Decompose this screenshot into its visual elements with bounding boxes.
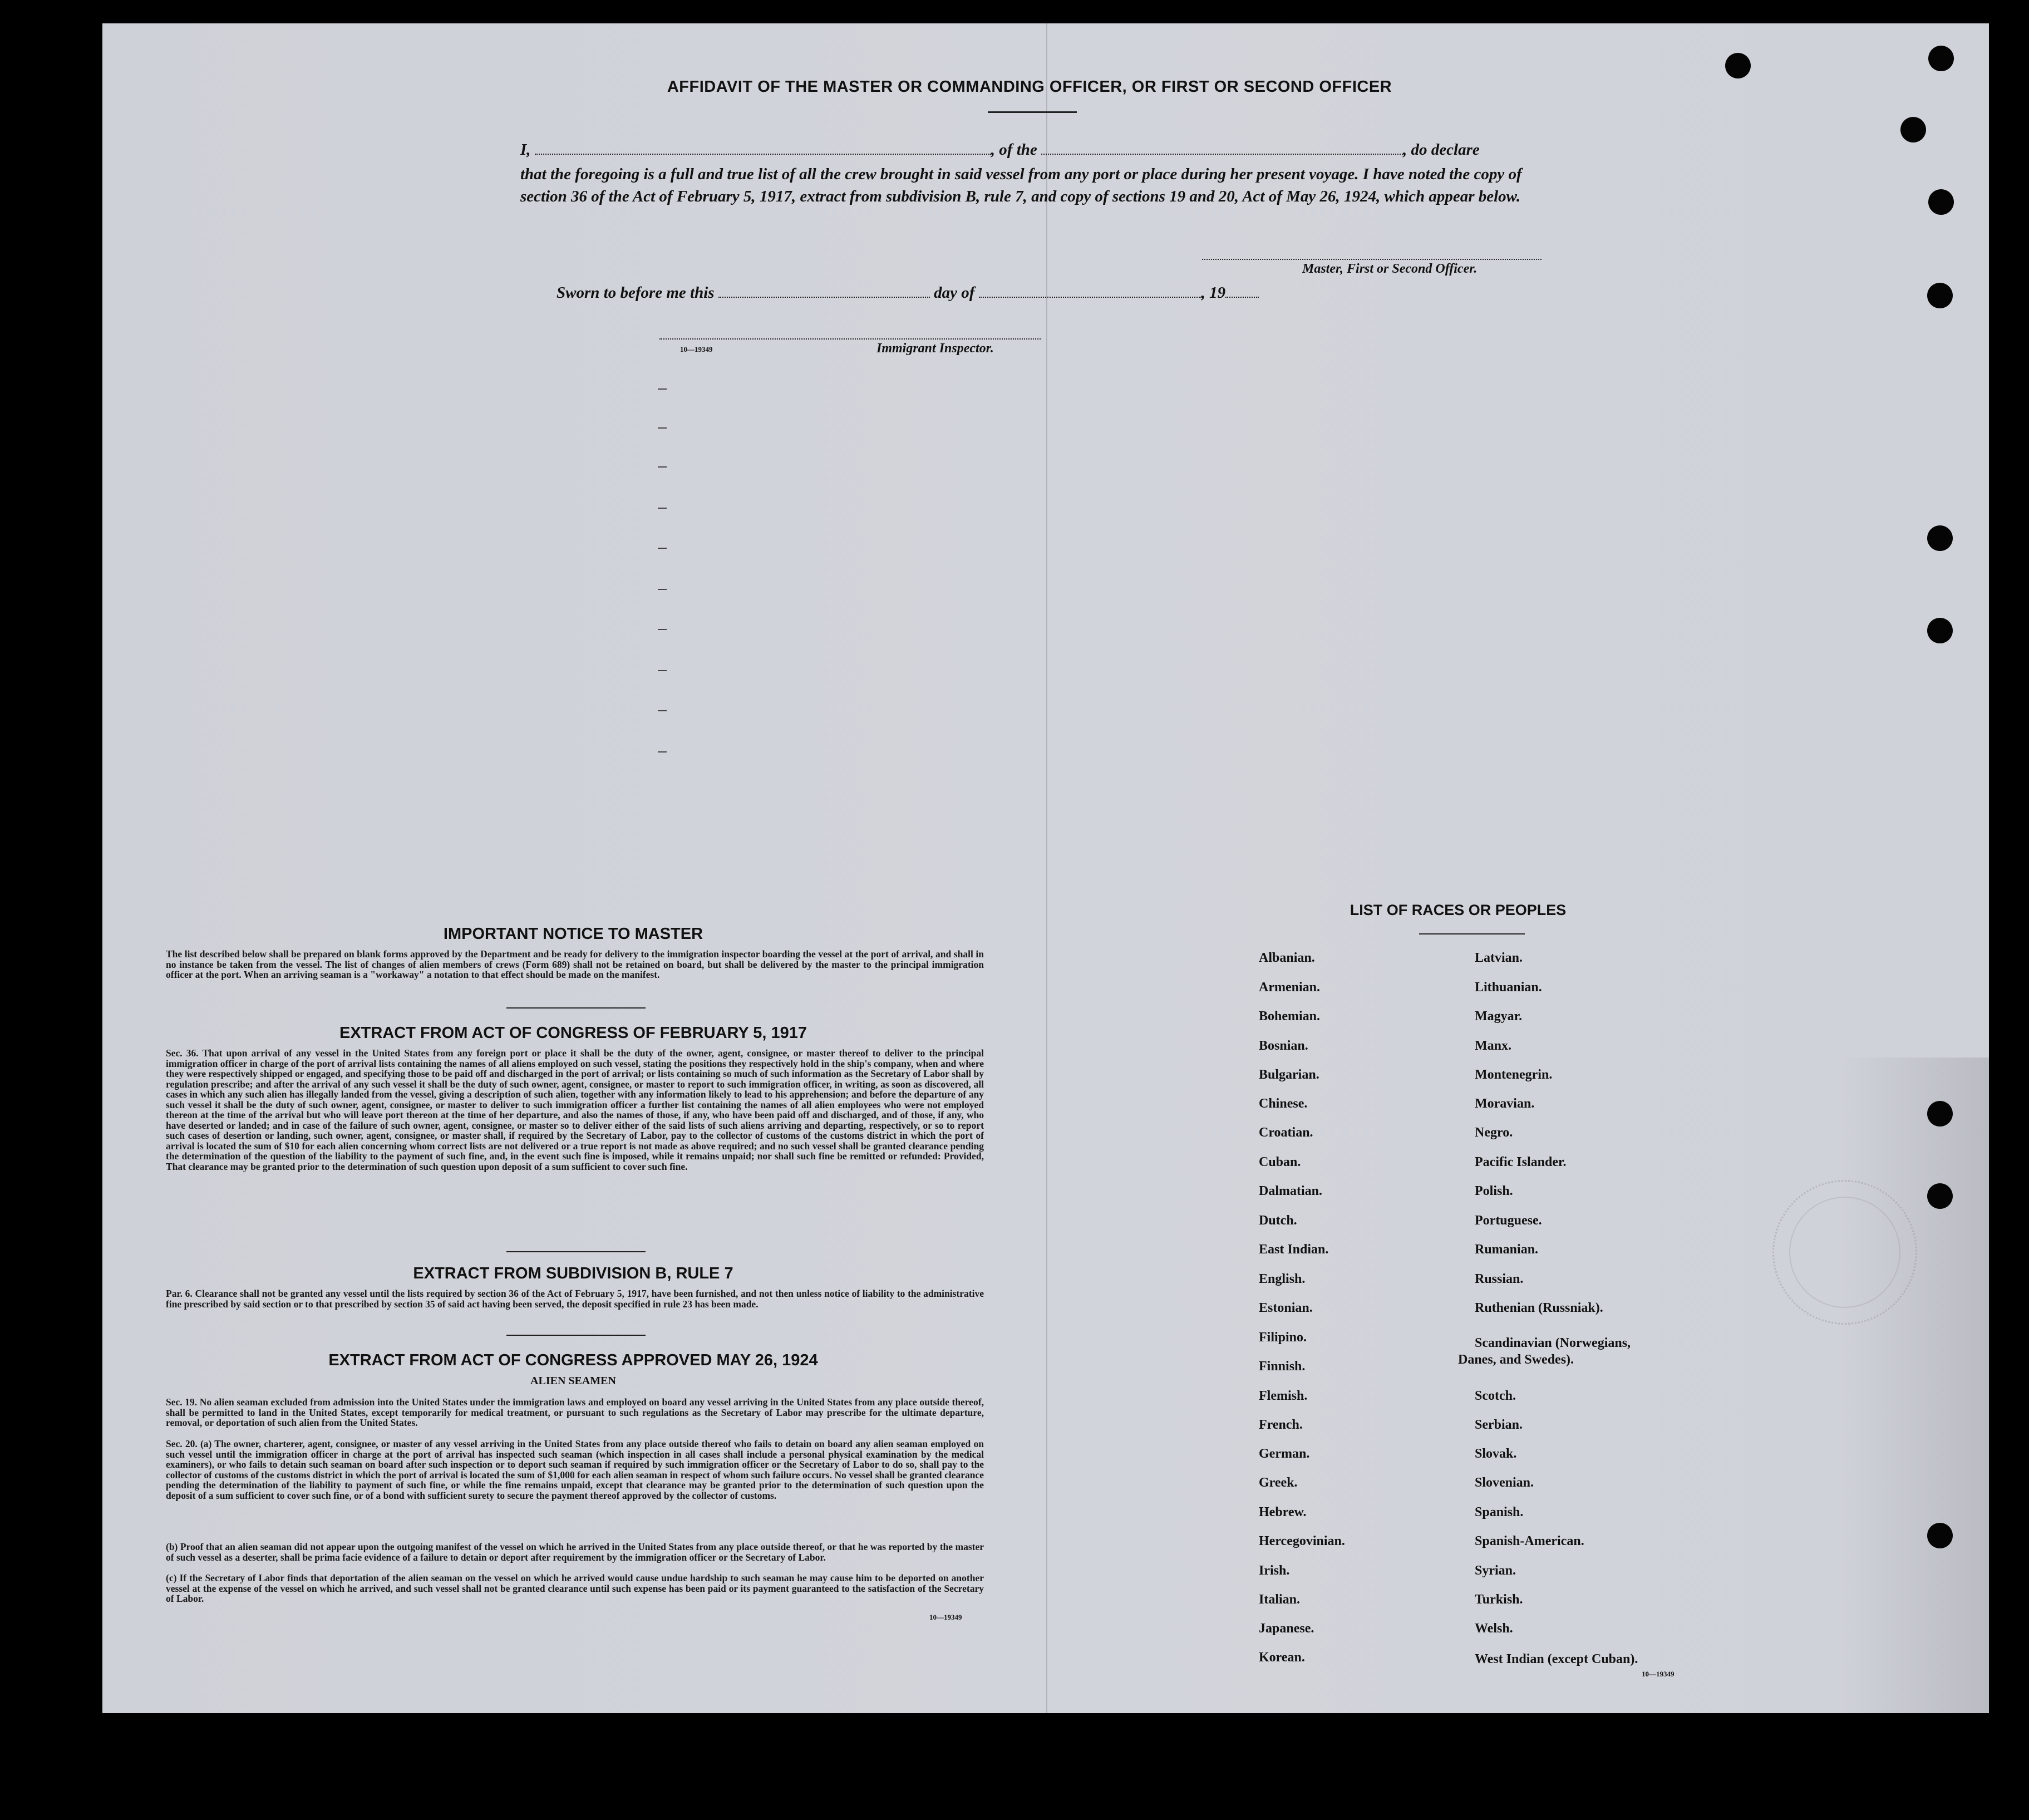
notice-text: The list described below shall be prepared on blank forms approved by the Department and be ready for delivery to the immigration inspector boarding the vessel at the port of arrival, and shall in no instance be taken from the vessel. The list of changes of alien members of crews (Form 689) shall not be retained on board, but shall be delivered by the master to the principal immigration officer at the port. When an arriving seaman is a "workaway" a notation to that effect should be made on the manifest. [166,948,984,980]
race-item: Armenian. [1259,980,1320,995]
race-item: Japanese. [1259,1621,1314,1636]
race-item: Croatian. [1259,1125,1313,1140]
declarant-prefix: I, [520,141,531,159]
margin-tick [658,629,667,630]
race-item: Greek. [1259,1475,1298,1490]
race-item: Korean. [1259,1650,1305,1665]
punch-hole [1900,117,1926,142]
do-declare-text: , do declare [1403,141,1480,159]
margin-tick [658,548,667,549]
races-title-rule [1419,933,1525,934]
margin-tick [658,388,667,390]
name-blank[interactable] [535,142,991,155]
race-item: Scotch. [1475,1389,1516,1403]
race-item: Chinese. [1259,1096,1308,1111]
margin-tick [658,427,667,429]
race-item: Ruthenian (Russniak). [1475,1301,1603,1315]
race-item: Flemish. [1259,1389,1308,1403]
punch-hole [1725,53,1751,78]
extract-1924-title: EXTRACT FROM ACT OF CONGRESS APPROVED MAY 26, 1924 [328,1351,818,1369]
margin-tick [658,466,667,468]
race-item: Danes, and Swedes). [1458,1352,1574,1367]
race-item: East Indian. [1259,1242,1329,1257]
race-item: Slovak. [1475,1447,1517,1461]
race-item: Montenegrin. [1475,1068,1553,1082]
margin-tick [658,670,667,671]
sworn-prefix: Sworn to before me this [557,284,715,302]
race-item: Portuguese. [1475,1213,1542,1228]
extract-rule7-text: Par. 6. Clearance shall not be granted any vessel until the lists required by section 36 of the Act of February 5, 1917, have been furnished, and not then unless notice of liability to the administrative fine prescribed by said section or to that prescribed by section 35 of said act having been served, the deposit specified in rule 23 has been made. [166,1288,984,1310]
race-item: Filipino. [1259,1330,1307,1345]
race-item: Negro. [1475,1125,1513,1140]
day-of-text: day of [934,284,975,302]
sworn-line [557,284,1259,302]
page-fold [1046,23,1047,1713]
extract-1917-text: Sec. 36. That upon arrival of any vessel in the United States from any foreign port or place it shall be the duty of the owner, agent, consignee, or master thereof to deliver to the principal immigration officer in charge of the port of arrival lists containing the names of all aliens employed on such vessel, stating the positions they respectively hold in the ship's company, when and where they were respectively shipped or engaged, and specifying those to be paid off and discharged in the port of arrival; or lists containing so much of such information as the Secretary of Labor shall by regulation prescribe; and after the arrival of any such vessel it shall be the duty of such owner, agent, consignee, or master to report to such immigration officer, in writing, as soon as discovered, all cases in which any such alien has illegally landed from the vessel, giving a description of such alien, together with any information likely to lead to his apprehension; and before the departure of any such vessel it shall be the duty of such owner, agent, consignee, or master to deliver to such immigration officer a further list containing the names of all alien employees who were not employed thereon at the time of the arrival but who will leave port thereon at the time of her departure, and also the names of those, if any, who have been paid off and discharged, and of those, if any, who have deserted or landed; and in case of the failure of such owner, agent, consignee, or master so to deliver either of the said lists of such aliens arriving and departing, respectively, or so to report such cases of desertion or landing, such owner, agent, consignee, or master shall, if required by the Secretary of Labor, pay to the collector of customs of the customs district in which the port of arrival is located the sum of $10 for each alien concerning whom correct lists are not delivered or a true report is not made as above required; and no such vessel shall be granted clearance pending the determination of the question of the liability to the payment of such fine, and, in the event such fine is imposed, while it remains unpaid; nor shall such fine be remitted or refunded: Provided, That clearance may be granted prior to the determination of such question upon deposit of a sum sufficient to cover such fine. [166,1047,984,1172]
race-item: Manx. [1475,1039,1511,1053]
race-item: Albanian. [1259,951,1315,965]
sec20a-text: Sec. 20. (a) The owner, charterer, agent, consignee, or master of any vessel arriving in the United States from any place outside thereof who fails to detain on board any alien seaman employed on such vessel until the immigration officer in charge at the port of arrival has inspected such seaman (which inspection in all cases shall include a personal physical examination by the medical examiners), or who fails to detain such seaman on board after such inspection or to deport such seaman if required by such immigration officer or the Secretary of Labor to do so, shall pay to the collector of customs of the customs district in which the port of arrival is located the sum of $1,000 for each alien seaman in respect of whom such failure occurs. No vessel shall be granted clearance pending the determination of the liability to payment of such fine, or while the fine remains unpaid, except that clearance may be granted prior to the determination of such question upon the deposit of a sum sufficient to cover such fine, or of a bond with sufficient surety to secure the payment thereof approved by the collector of customs. [166,1438,984,1501]
race-item: Lithuanian. [1475,980,1542,995]
race-item: Latvian. [1475,951,1523,965]
section-rule [506,1251,646,1252]
races-title: LIST OF RACES OR PEOPLES [1350,902,1567,918]
master-signature-line[interactable] [1202,259,1542,260]
extract-rule7-title: EXTRACT FROM SUBDIVISION B, RULE 7 [413,1265,733,1282]
race-item: Dutch. [1259,1213,1297,1228]
margin-tick [658,710,667,711]
section-rule [506,1007,646,1009]
form-code-bottom-left: 10—19349 [929,1613,962,1621]
race-item: Magyar. [1475,1009,1523,1024]
race-item: Italian. [1259,1592,1301,1607]
race-item: Irish. [1259,1563,1290,1578]
affidavit-title: AFFIDAVIT OF THE MASTER OR COMMANDING OFFICER, OR FIRST OR SECOND OFFICER [667,78,1392,96]
form-code-top: 10—19349 [680,345,713,353]
punch-hole [1927,1523,1953,1548]
sec20b-text: (b) Proof that an alien seaman did not appear upon the outgoing manifest of the vessel on which he arrived in the United States from any place outside thereof, or that he was reported by the master of such vessel as a deserter, shall be prima facie evidence of a failure to detain or deport after requirement by the immigration officer or the Secretary of Labor. [166,1541,984,1563]
punch-hole [1928,46,1954,71]
race-item: Hebrew. [1259,1505,1307,1519]
inspector-signature-line[interactable] [659,338,1041,340]
race-item: Rumanian. [1475,1242,1539,1257]
sec20c-text: (c) If the Secretary of Labor finds that deportation of the alien seaman on the vessel on which he arrived would cause undue hardship to such seaman he may cause him to be deported on another vessel at the expense of the vessel on which he arrived, and such vessel shall not be granted clearance until such expense has been paid or its payment guaranteed to the satisfaction of the Secretary of Labor. [166,1572,984,1604]
race-item: Spanish. [1475,1505,1524,1519]
race-item: French. [1259,1418,1303,1432]
section-rule [506,1335,646,1336]
race-item: Bohemian. [1259,1009,1321,1024]
sworn-day-blank[interactable] [718,286,930,298]
declaration-body: that the foregoing is a full and true list of all the crew brought in said vessel from any port or place during her present voyage. I have noted the copy of section 36 of the Act of February 5, 1917, extract from subdivision B, rule 7, and copy of sections 19 and 20, Act of May 26, 1924, which appear below. [520,165,1522,205]
margin-tick [658,589,667,590]
punch-hole [1928,189,1954,215]
sworn-year-blank[interactable] [1225,286,1259,298]
race-item: West Indian (except Cuban). [1475,1652,1638,1666]
race-item: Cuban. [1259,1155,1301,1169]
race-item: Moravian. [1475,1096,1535,1111]
race-item: Slovenian. [1475,1475,1534,1490]
title-rule [988,111,1077,113]
race-item: German. [1259,1447,1310,1461]
sworn-month-blank[interactable] [979,286,1201,298]
punch-hole [1927,1101,1953,1127]
race-item: Estonian. [1259,1301,1313,1315]
sec19-text: Sec. 19. No alien seaman excluded from admission into the United States under the immigration laws and employed on board any vessel arriving in the United States from any place outside thereof, shall be permitted to land in the United States, except temporarily for medical treatment, or pursuant to such regulations as the Secretary of Labor may prescribe for the ultimate departure, removal, or deportation of such alien from the United States. [166,1396,984,1428]
page-edge-shadow [1836,1057,1989,1713]
race-item: Dalmatian. [1259,1184,1322,1198]
race-item: Russian. [1475,1272,1524,1286]
race-item: Serbian. [1475,1418,1523,1432]
race-item: Pacific Islander. [1475,1155,1567,1169]
of-the-text: , of the [991,141,1037,159]
punch-hole [1927,618,1953,643]
race-item: Welsh. [1475,1621,1513,1636]
race-item: Bosnian. [1259,1039,1308,1053]
extract-1917-title: EXTRACT FROM ACT OF CONGRESS OF FEBRUARY 5, 1917 [339,1024,807,1042]
punch-hole [1927,283,1953,308]
margin-tick [658,751,667,752]
race-item: Bulgarian. [1259,1068,1319,1082]
alien-seamen-heading: ALIEN SEAMEN [530,1375,616,1387]
punch-hole [1927,1183,1953,1209]
race-item: Finnish. [1259,1359,1306,1374]
year-prefix: , 19 [1201,284,1226,302]
notice-title: IMPORTANT NOTICE TO MASTER [443,925,703,943]
race-item: Spanish-American. [1475,1534,1584,1548]
race-item: Scandinavian (Norwegians, [1475,1336,1631,1350]
race-item: Hercegovinian. [1259,1534,1345,1548]
race-item: English. [1259,1272,1306,1286]
embossed-seal-inner [1789,1197,1900,1308]
vessel-blank[interactable] [1041,142,1403,155]
punch-hole [1927,525,1953,551]
race-item: Polish. [1475,1184,1513,1198]
inspector-caption: Immigrant Inspector. [876,341,994,356]
declaration-line [520,141,1480,159]
margin-tick [658,508,667,509]
form-code-bottom-right: 10—19349 [1642,1670,1675,1678]
master-caption: Master, First or Second Officer. [1302,262,1478,276]
race-item: Turkish. [1475,1592,1523,1607]
race-item: Syrian. [1475,1563,1516,1578]
